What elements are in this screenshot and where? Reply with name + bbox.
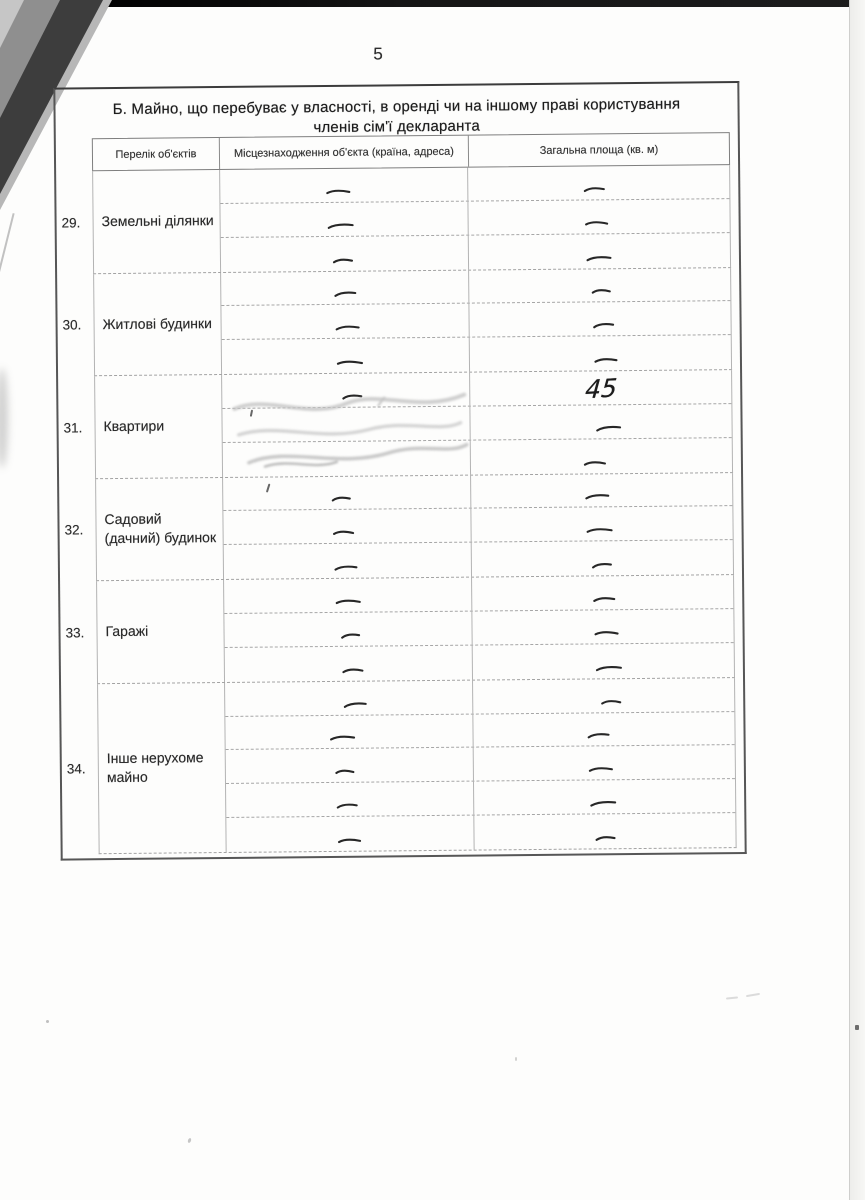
table-row-inner [93,268,732,377]
handwritten-dash-mark [595,834,616,842]
handwritten-dash-mark [589,799,616,809]
area-cell [468,165,729,200]
row-label: Земельні ділянки [93,170,221,273]
table-row [56,165,739,274]
handwritten-dash-mark [586,527,613,535]
entry-subrow [220,165,729,204]
table-row-inner [92,165,731,274]
handwritten-area-value: 45 [583,373,618,405]
location-cell [220,201,468,236]
handwritten-dash-mark [583,459,606,468]
handwritten-dash-mark [592,595,615,603]
area-cell [471,507,732,542]
location-cell [223,440,471,476]
handwritten-dash-mark [332,529,354,538]
handwritten-dash-mark [592,321,614,330]
entry-subrow [226,813,735,852]
location-cell [221,235,469,271]
handwritten-dash-mark [583,185,605,193]
location-cell [221,304,469,339]
handwritten-dash-mark [595,664,622,673]
location-cell [220,168,468,203]
entry-subrow [224,540,733,579]
entry-subrow [223,438,732,477]
row-number-gutter [61,684,99,855]
row-label: Інше нерухоме майно [98,683,227,853]
handwritten-dash-mark [340,631,360,640]
property-table [56,132,745,854]
location-cell [224,578,472,613]
area-cell [472,609,733,644]
row-label: Житлові будинки [94,273,222,376]
handwritten-dash-mark [341,666,363,674]
table-row-inner [94,370,733,479]
location-cell [226,816,474,852]
area-cell [469,268,730,303]
entry-subrow [222,370,731,409]
row-number: 30. [62,317,82,333]
handwritten-dash-mark [335,324,360,332]
row-number-gutter [60,581,97,684]
entry-subrow [226,745,735,784]
entry-subrow [222,335,731,374]
area-cell [469,233,730,269]
location-cell [223,509,471,544]
location-cell [225,680,473,715]
entry-subrow [222,404,731,443]
column-header-objects: Перелік об'єктів [93,138,220,170]
area-cell [471,438,732,474]
area-cell [473,712,734,747]
entry-subrow [221,301,730,340]
handwritten-dash-mark [326,221,353,230]
row-label: Садовий (дачний) будинок [96,478,224,581]
area-cell [471,473,732,508]
handwritten-dash-mark [337,836,361,845]
area-cell [472,540,733,576]
row-entries [222,370,732,476]
area-cell [468,199,729,234]
entry-subrow [220,199,729,238]
row-entries [223,473,733,579]
handwritten-dash-mark [332,256,353,264]
handwritten-dash-mark [333,564,357,573]
page-number: 5 [373,44,383,64]
row-label: Гаражі [97,580,225,683]
table-row-inner [95,473,734,582]
area-cell [474,813,735,849]
entry-subrow [226,779,735,818]
handwritten-dash-mark [591,561,612,570]
location-cell [222,373,470,408]
entry-subrow [225,643,734,682]
table-row [61,678,745,855]
location-cell [226,782,474,817]
row-number-gutter [56,171,93,274]
handwritten-dash-mark [329,734,355,742]
handwritten-dash-mark [343,699,367,708]
area-cell [470,404,731,439]
row-number: 31. [63,420,83,436]
location-cell [225,645,473,681]
handwritten-dash-mark [593,629,618,638]
location-cell [222,407,470,442]
entry-subrow [224,575,733,614]
handwritten-dash-mark [341,392,362,401]
location-cell [221,270,469,305]
handwritten-dash-mark [336,802,358,811]
area-cell [473,678,734,713]
entry-subrow [223,473,732,512]
handwritten-dash-mark [331,495,351,503]
handwritten-dash-mark [600,698,621,707]
section-title-line1: Б. Майно, що перебуває у власності, в оренді чи на іншому праві користування [112,95,681,119]
handwritten-dash-mark [584,492,609,501]
location-cell [223,475,471,510]
location-cell [225,714,473,749]
handwritten-dash-mark [336,358,363,367]
section-b-box [53,81,746,861]
handwritten-dash-mark [586,731,609,740]
area-cell [473,643,734,679]
entry-subrow [225,678,734,717]
location-cell [226,748,474,783]
table-body [56,165,745,854]
location-cell [222,338,470,374]
location-cell [224,543,472,579]
table-row [57,268,740,377]
section-title-line2: членів сім'ї декларанта [313,117,481,137]
entry-subrow [221,233,730,272]
row-number: 29. [61,215,81,231]
row-number: 33. [65,625,85,641]
table-row-inner [97,678,737,854]
entry-subrow [225,712,734,751]
handwritten-dash-mark [593,356,617,364]
row-number: 34. [66,761,86,777]
row-number-gutter [59,479,96,582]
row-entries [224,575,734,681]
entry-subrow [224,609,733,648]
area-cell [470,370,731,405]
handwritten-dash-mark [334,768,354,777]
table-row [59,473,742,582]
row-entries [221,268,731,374]
area-cell [472,575,733,610]
handwritten-dash-mark [333,289,356,298]
column-header-area: Загальна площа (кв. м) [539,143,659,157]
entry-subrow [223,507,732,546]
handwritten-dash-mark [584,219,608,228]
table-row [58,370,741,479]
handwritten-dash-mark [588,765,613,773]
row-entries [220,165,730,271]
entry-subrow [221,268,730,307]
row-entries [225,678,736,852]
location-cell [224,612,472,647]
area-cell [474,745,735,780]
area-cell [469,301,730,336]
area-cell [474,779,735,814]
handwritten-dash-mark [335,597,361,606]
row-number-gutter [58,376,95,479]
handwritten-dash-mark [595,423,621,433]
row-number: 32. [64,522,84,538]
area-cell [470,335,731,371]
table-row-inner [96,575,735,684]
handwritten-dash-mark [325,187,350,196]
handwritten-dash-mark [585,254,611,263]
handwritten-dash-mark [591,287,611,296]
column-header-location: Місцезнаходження об'єкта (країна, адреса) [220,136,469,169]
table-row [60,575,743,684]
row-number-gutter [57,274,94,377]
row-label: Квартири [95,375,223,478]
